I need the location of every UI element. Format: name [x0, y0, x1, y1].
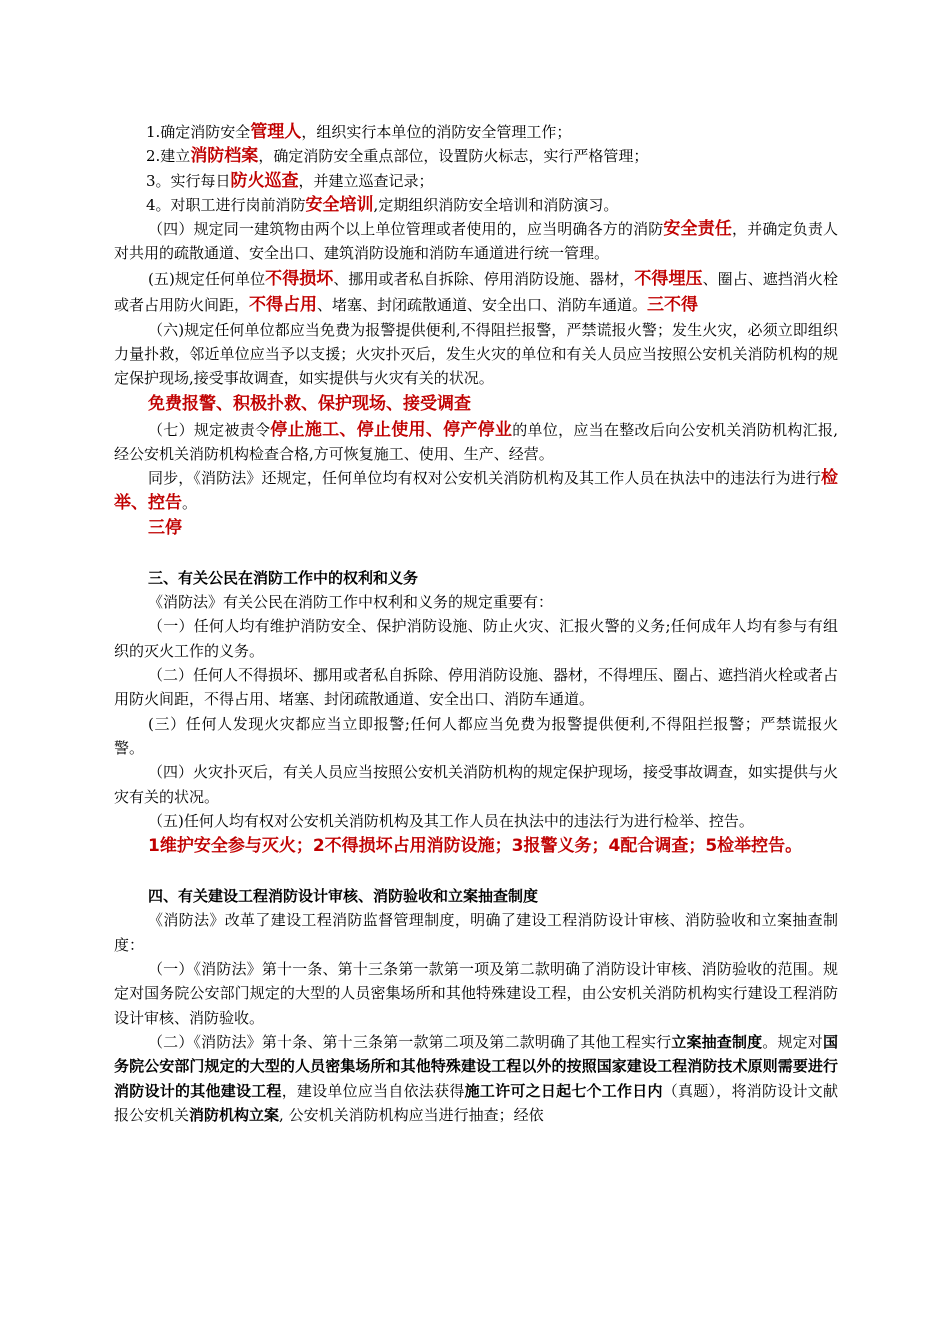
- paragraph-8: 同步，《消防法》还规定，任何单位均有权对公安机关消防机构及其工作人员在执法中的违法行为进行检举、控告。: [114, 468, 838, 513]
- section-4-item-2: （二）《消防法》第十条、第十三条第一款第二项及第二款明确了其他工程实行立案抽查制度。规定对国务院公安部门规定的大型的人员密集场所和其他特殊建设工程以外的按照国家建设工程消防技术原则需要进行消防设计的其他建设工程，建设单位应当自依法获得施工许可之日起七个工作日内（真题），将消防设计文献报公安机关消防机构立案, 公安机关消防机构应当进行抽查；经依: [114, 1032, 838, 1124]
- section-3-item-4: （四）火灾扑灭后，有关人员应当按照公安机关消防机构的规定保护现场，接受事故调查，如实提供与火灾有关的状况。: [114, 763, 839, 806]
- section-3-item-1: （一）任何人均有维护消防安全、保护消防设施、防止火灾、汇报火警的义务;任何成年人均有参与有组织的灭火工作的义务。: [114, 617, 838, 660]
- section-3-item-5: （五)任何人均有权对公安机关消防机构及其工作人员在执法中的违法行为进行检举、控告。: [148, 811, 754, 830]
- item-3: 3。实行每日防火巡查，并建立巡查记录；: [146, 170, 434, 191]
- section-4-intro: 《消防法》改革了建设工程消防监督管理制度，明确了建设工程消防设计审核、消防验收和立案抽查制度：: [114, 911, 838, 954]
- section-3-item-2: （二）任何人不得损坏、挪用或者私自拆除、停用消防设施、器材，不得埋压、圈占、遮挡消火栓或者占用防火间距，不得占用、堵塞、封闭疏散通道、安全出口、消防车通道。: [114, 666, 839, 709]
- document-page: [114, 120, 838, 1127]
- section-4-item-1: （一）《消防法》第十一条、第十三条第一款第一项及第二款明确了消防设计审核、消防验收的范围。规定对国务院公安部门规定的大型的人员密集场所和其他特殊建设工程，由公安机关消防机构实行建设工程消防设计审核、消防验收。: [114, 960, 838, 1027]
- item-1: 1.确定消防安全管理人，组织实行本单位的消防安全管理工作；: [146, 122, 572, 142]
- summary-red-2: 三停: [148, 517, 182, 538]
- paragraph-7: （七）规定被责令停止施工、停止使用、停产停业的单位，应当在整改后向公安机关消防机构汇报,经公安机关消防机构检查合格,方可恢复施工、使用、生产、经营。: [114, 419, 838, 463]
- section-4-heading: 四、有关建设工程消防设计审核、消防验收和立案抽查制度: [148, 887, 539, 906]
- item-4: 4。对职工进行岗前消防安全培训,定期组织消防安全培训和消防演习。: [146, 194, 619, 215]
- section-3-item-3: (三）任何人发现火灾都应当立即报警;任何人都应当免费为报警提供便利,不得阻拦报警；严禁谎报火警。: [114, 714, 838, 757]
- paragraph-6: （六)规定任何单位都应当免费为报警提供便利,不得阻拦报警，严禁谎报火警；发生火灾，必须立即组织力量扑救，邻近单位应当予以支援；火灾扑灭后，发生火灾的单位和有关人员应当按照公安机关消防机构的规定保护现场,接受事故调查，如实提供与火灾有关的状况。: [114, 320, 838, 388]
- section-3-heading: 三、有关公民在消防工作中的权利和义务: [148, 568, 419, 587]
- summary-red-1: 免费报警、积极扑救、保护现场、接受调查: [148, 393, 471, 414]
- item-2: 2.建立消防档案，确定消防安全重点部位，设置防火标志，实行严格管理；: [146, 146, 649, 167]
- paragraph-4: （四）规定同一建筑物由两个以上单位管理或者使用的，应当明确各方的消防安全责任，并确定负责人对共用的疏散通道、安全出口、建筑消防设施和消防车通道进行统一管理。: [114, 219, 838, 263]
- summary-red-3: 1维护安全参与灭火；2不得损坏占用消防设施；3报警义务；4配合调查；5检举控告。: [148, 836, 803, 857]
- paragraph-5: (五)规定任何单位不得损坏、挪用或者私自拆除、停用消防设施、器材，不得埋压、圈占、遮挡消火栓或者占用防火间距，不得占用、堵塞、封闭疏散通道、安全出口、消防车通道。三不得: [114, 268, 838, 315]
- section-3-intro: 《消防法》有关公民在消防工作中权利和义务的规定重要有：: [148, 593, 554, 612]
